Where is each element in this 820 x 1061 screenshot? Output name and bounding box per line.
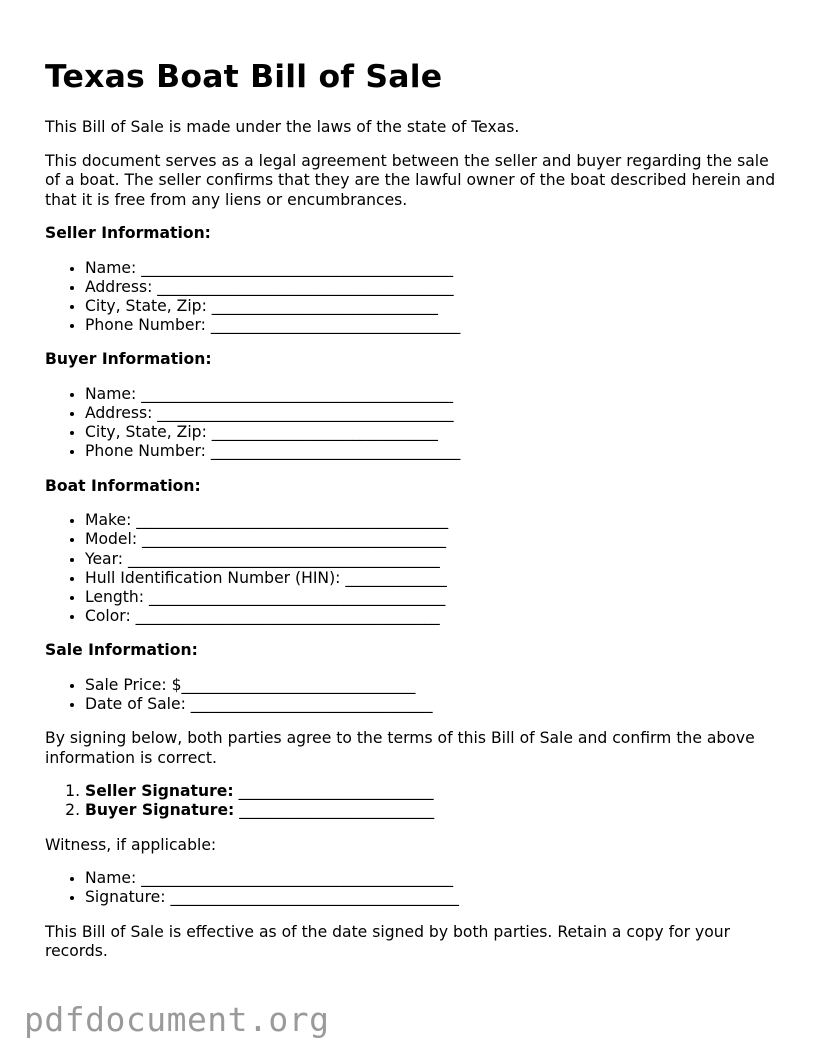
seller-address-field[interactable]: • Address: ______________________________________: [85, 278, 785, 297]
witness-name-field[interactable]: • Name: ________________________________________: [85, 869, 785, 888]
boat-length-field[interactable]: • Length: ______________________________________: [85, 588, 785, 607]
boat-field-list: [45, 511, 785, 626]
seller-city-state-zip-field[interactable]: • City, State, Zip: _____________________________: [85, 297, 785, 316]
seller-phone-field[interactable]: • Phone Number: ________________________________: [85, 316, 785, 335]
sale-date-field[interactable]: • Date of Sale: _______________________________: [85, 695, 785, 714]
seller-heading: Seller Information:: [45, 224, 211, 242]
intro-paragraph: This Bill of Sale is made under the laws of the state of Texas.: [45, 118, 520, 136]
watermark-text: pdfdocument.org: [24, 1000, 330, 1039]
closing-paragraph: This Bill of Sale is effective as of the date signed by both parties. Retain a copy for your records.: [45, 922, 731, 961]
witness-heading: Witness, if applicable:: [45, 835, 217, 854]
boat-make-field[interactable]: • Make: ________________________________________: [85, 511, 785, 530]
buyer-address-field[interactable]: • Address: ______________________________________: [85, 404, 785, 423]
buyer-city-state-zip-field[interactable]: • City, State, Zip: _____________________________: [85, 423, 785, 442]
signature-list: [45, 782, 785, 820]
page-title: Texas Boat Bill of Sale: [45, 59, 443, 95]
document-page: [45, 58, 785, 976]
seller-field-list: [45, 259, 785, 336]
buyer-phone-field[interactable]: • Phone Number: ________________________________: [85, 442, 785, 461]
sale-heading: Sale Information:: [45, 641, 198, 660]
witness-field-list: [45, 869, 785, 907]
buyer-field-list: [45, 385, 785, 462]
boat-hin-field[interactable]: • Hull Identification Number (HIN): _____________: [85, 569, 785, 588]
sale-field-list: [45, 676, 785, 714]
sale-price-field[interactable]: • Sale Price: $______________________________: [85, 676, 785, 695]
agreement-paragraph: By signing below, both parties agree to the terms of this Bill of Sale and confirm the above information is correct.: [45, 729, 755, 767]
description-paragraph: This document serves as a legal agreement between the seller and buyer regarding the sale of a boat. The seller confirms that they are the lawful owner of the boat described herein and that it is free from any liens or encumbrances.: [45, 151, 776, 209]
buyer-heading: Buyer Information:: [45, 350, 212, 369]
boat-model-field[interactable]: • Model: _______________________________________: [85, 530, 785, 549]
boat-year-field[interactable]: • Year: ________________________________________: [85, 550, 785, 569]
buyer-signature-field[interactable]: 2. Buyer Signature: _________________________: [85, 801, 785, 820]
buyer-name-field[interactable]: • Name: ________________________________________: [85, 385, 785, 404]
boat-heading: Boat Information:: [45, 476, 201, 495]
witness-signature-field[interactable]: • Signature: _____________________________________: [85, 888, 785, 907]
seller-name-field[interactable]: • Name: ________________________________________: [85, 259, 785, 278]
boat-color-field[interactable]: • Color: _______________________________________: [85, 607, 785, 626]
seller-signature-field[interactable]: 1. Seller Signature: _________________________: [85, 782, 785, 801]
